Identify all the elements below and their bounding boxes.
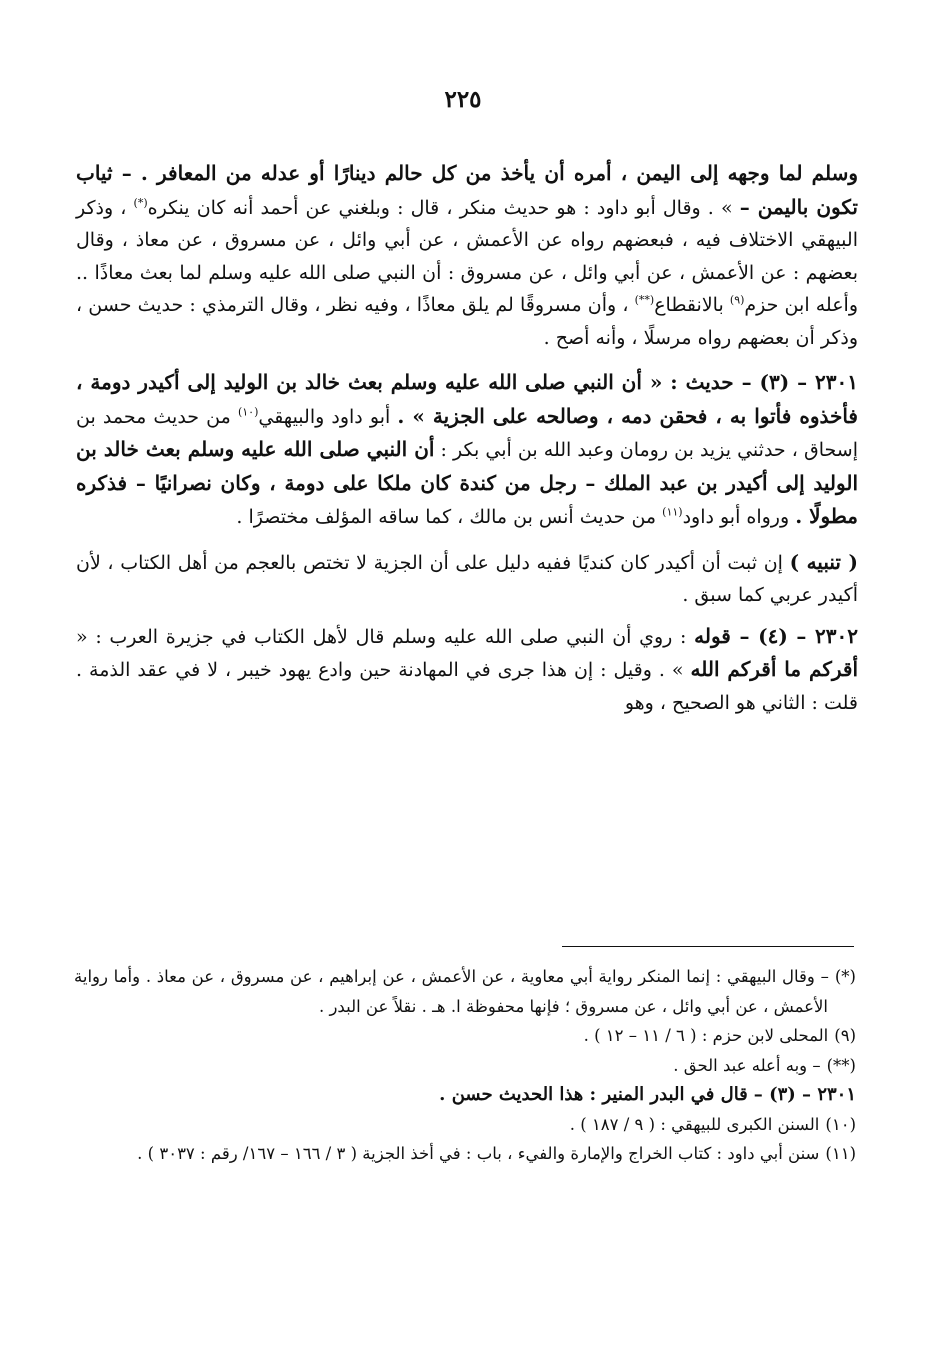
- footnote-mark: (١١): [825, 1144, 856, 1163]
- footnotes: [74, 962, 856, 1169]
- footnote-ref: (*): [133, 196, 148, 210]
- footnote-mark: ٢٣٠١ – (٣) –: [753, 1084, 856, 1105]
- hadith-text-bold: أقركم ما أقركم الله: [690, 657, 858, 681]
- footnote-item: [74, 1110, 856, 1140]
- hadith-heading-2302: ٢٣٠٢ – (٤) – قوله: [694, 623, 858, 648]
- hadith-heading-2301: ٢٣٠١ – (٣) – حديث : « أن النبي صلى الله عليه وسلم بعث خالد بن الوليد إلى أكيدر دومة ، فأخذوه فأتوا به ، فحقن دمه ، وصالحه على الجزية » .: [76, 370, 858, 428]
- footnote-mark: (٩): [834, 1026, 856, 1045]
- footnote-text: – وقال البيهقي : إنما المنكر رواية أبي معاوية ، عن الأعمش ، عن إبراهيم ، عن مسروق ، عن معاذ . وأما رواية الأعمش ، عن أبي وائل ، عن مسروق ؛ فإنها محفوظة ا. هـ . نقلاً عن البدر .: [74, 967, 829, 1016]
- footnote-item: [74, 1139, 856, 1169]
- footnote-mark: (**): [826, 1055, 856, 1075]
- footnote-item: [74, 1080, 856, 1110]
- commentary-text: : روي أن النبي صلى الله عليه وسلم قال لأهل الكتاب في جزيرة العرب : «: [76, 625, 695, 648]
- footnote-text: – وبه أعله عبد الحق .: [673, 1055, 821, 1075]
- paragraph-1: [76, 157, 858, 354]
- notice-label: ( تنبيه ): [789, 549, 858, 574]
- page-number: ٢٢٥: [444, 86, 482, 113]
- footnote-ref: (١٠): [237, 405, 259, 419]
- commentary-text: بالانقطاع: [654, 294, 730, 316]
- footnote-divider: [562, 946, 854, 947]
- footnote-ref: (٩): [729, 293, 745, 307]
- commentary-text: ورواه أبو داود: [682, 506, 796, 528]
- footnote-ref: (**): [634, 293, 655, 307]
- paragraph-4: [76, 620, 858, 720]
- paragraph-2: [76, 366, 858, 534]
- footnote-text: قال في البدر المنير : هذا الحديث حسن .: [439, 1084, 748, 1105]
- footnote-ref: (١١): [662, 505, 683, 519]
- commentary-text: » . وقال أبو داود : هو حديث منكر ، قال : وبلغني عن أحمد أنه كان ينكره: [147, 196, 740, 219]
- commentary-text: » . وقيل : إن هذا جرى في المهادنة حين وادع يهود خيبر ، لا في عقد الذمة . قلت : الثاني هو الصحيح ، وهو: [76, 659, 858, 714]
- commentary-text: من حديث محمد بن إسحاق ، حدثني يزيد بن رومان وعبد الله بن أبي بكر :: [76, 405, 858, 461]
- commentary-text: ، وذكر البيهقي الاختلاف فيه ، فبعضهم رواه عن الأعمش ، عن أبي وائل ، عن مسروق ، عن معاذ ، وقال بعضهم : عن الأعمش ، عن أبي وائل ، عن مسروق : أن النبي صلى الله عليه وسلم لما بعث معاذًا .. وأعله ابن حزم: [76, 196, 859, 316]
- hadith-text-bold: أن النبي صلى الله عليه وسلم بعث خالد بن الوليد إلى أكيدر بن عبد الملك – رجل من كندة كان ملكا على دومة ، وكان نصرانيًا – فذكره مطولًا .: [76, 437, 858, 528]
- commentary-text: أبو داود والبيهقي: [258, 405, 398, 428]
- footnote-text: سنن أبي داود : كتاب الخراج والإمارة والفيء ، باب : في أخذ الجزية ( ٣ / ١٦٦ – ١٦٧/ رقم : ٣٠٣٧ ) .: [137, 1144, 820, 1163]
- hadith-text-bold: وسلم لما وجهه إلى اليمن ، أمره أن يأخذ من كل حالم دينارًا أو عدله من المعافر . – ثياب تكون باليمن –: [76, 161, 858, 219]
- commentary-text: من حديث أنس بن مالك ، كما ساقه المؤلف مختصرًا .: [236, 506, 663, 528]
- footnote-mark: (١٠): [825, 1114, 856, 1134]
- footnote-mark: (*): [834, 967, 856, 986]
- paragraph-3-notice: [76, 546, 858, 612]
- footnote-item: [74, 962, 856, 1021]
- main-text: [76, 157, 858, 731]
- commentary-text: ، وأن مسروقًا لم يلق معاذًا ، وفيه نظر ، وقال الترمذي : حديث حسن ، وذكر أن بعضهم رواه مرسلًا ، وأنه أصح .: [76, 294, 858, 349]
- footnote-item: [74, 1021, 856, 1051]
- commentary-text: إن ثبت أن أكيدر كان كنديًا ففيه دليل على أن الجزية لا تختص بالعجم من أهل الكتاب ، لأن أكيدر عربي كما سبق .: [76, 551, 858, 606]
- footnote-item: [74, 1051, 856, 1081]
- footnote-text: السنن الكبرى للبيهقي : ( ٩ / ١٨٧ ) .: [569, 1114, 820, 1134]
- footnote-text: المحلى لابن حزم : ( ٦ / ١١ – ١٢ ) .: [583, 1026, 829, 1045]
